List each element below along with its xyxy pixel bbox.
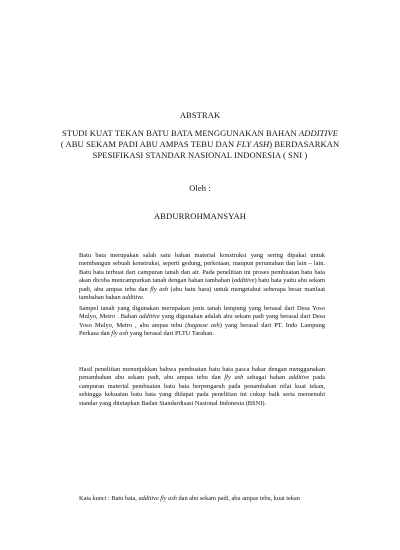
thesis-title xyxy=(0,128,400,161)
keywords-line: Kata kunci : Batu bata, additive fly ash dan abu sekam padi, abu ampas tebu, kuat tekan xyxy=(79,495,300,502)
title-line-2: ( ABU SEKAM PADI ABU AMPAS TEBU DAN FLY ASH) BERDASARKAN xyxy=(60,139,340,149)
abstract-paragraph-2: Sampel tanah yang digunakan merupakan jenis tanah lempung yang berasal dari Desa Yoso Mulyo, Metro . Bahan additive yang digunakan adalah abu sekam padi yang berasal dari Desa Yoso Mulyo, Metro , abu ampas tebu (bagasse ash) yang berasal dari PT. Indo Lampung Perkasa dan fly ash yang berasal dari PLTU Tarahan. xyxy=(79,305,325,338)
title-line-1: STUDI KUAT TEKAN BATU BATA MENGGUNAKAN BAHAN ADDITIVE xyxy=(61,128,339,138)
title-line-3: SPESIFIKASI STANDAR NASIONAL INDONESIA ( SNI ) xyxy=(92,150,308,160)
abstract-paragraph-1: Batu bata merupakan salah satu bahan material konstruksi yang sering dipakai untuk membangun sebuah konstruksi, seperti gedung, perkotaan, maupun perumahan dan lain – lain. Batu bata terbuat dari campuran tanah dan air. Pada penelitian ini proses pembuatan batu bata akan dicoba mencampurkan tanah dengan bahan tambahan (additive) batu bata yaitu abu sekam padi, abu ampas tebu dan fly ash (abu batu bara) untuk mengetahui seberapa besar manfaat tambahan bahan additive. xyxy=(79,252,325,302)
abstract-paragraph-3: Hasil penelitian menunjukkan bahwa pembuatan batu bata pasca bakar dengan menggunakan penambahan abu sekam padi, abu ampas tebu dan fly ash sebagai bahan additive pada campuran material pembuatan batu bata berpengaruh pada penambahan nilai kuat tekan, sehingga kekuatan batu bata yang didapat pada penelitian ini cukup baik serta memenuhi standar yang ditetapkan Badan Standardisasi Nasional Indonesia (BSNI). xyxy=(79,366,325,407)
abstract-heading: ABSTRAK xyxy=(179,110,221,120)
by-label: Oleh : xyxy=(189,183,211,193)
author-name: ABDURROHMANSYAH xyxy=(153,211,247,221)
